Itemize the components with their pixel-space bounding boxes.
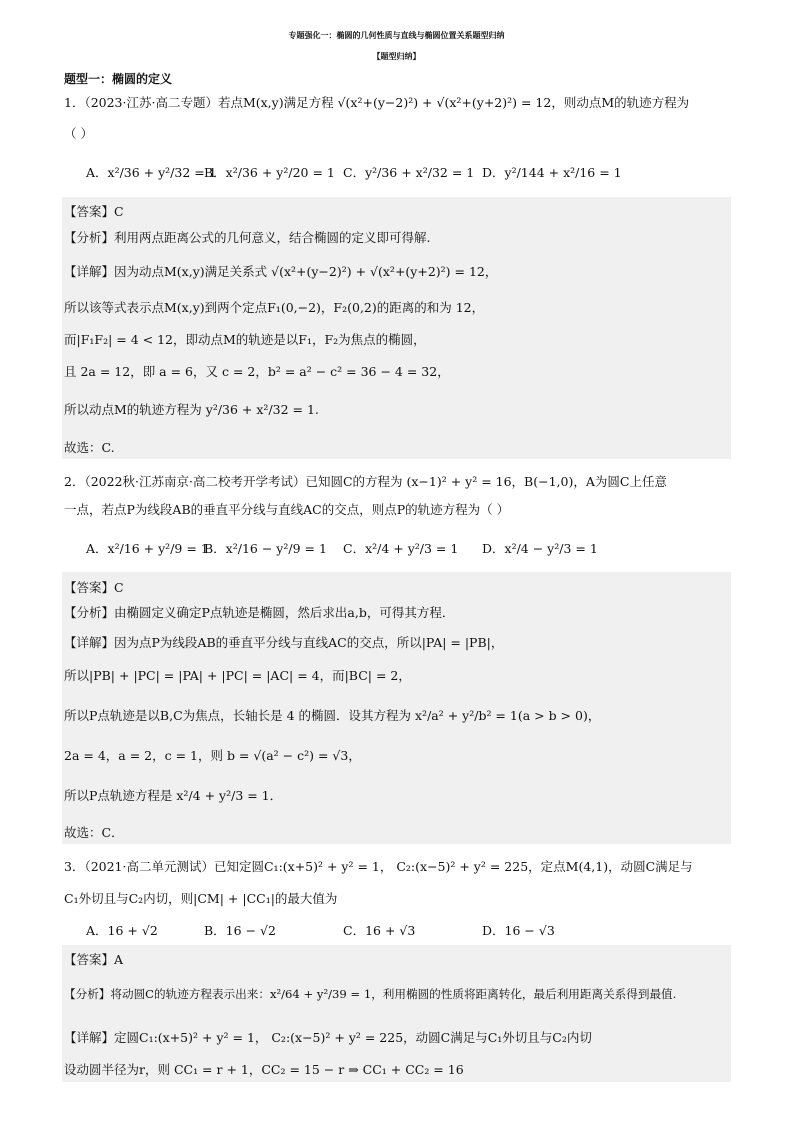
page-title: 专题强化一：椭圆的几何性质与直线与椭圆位置关系题型归纳 — [288, 30, 505, 40]
q1-stem: 1．（2023·江苏·高二专题）若点M(x,y)满足方程 √(x²+(y−2)²) + √(x²+(y+2)²) = 12，则动点M的轨迹方程为 — [64, 95, 690, 110]
q1-analysis: 【分析】利用两点距离公式的几何意义，结合椭圆的定义即可得解. — [64, 230, 431, 245]
q3-detail-1: 【详解】定圆C₁:(x+5)² + y² = 1， C₂:(x−5)² + y² = 225，动圆C满足与C₁外切且与C₂内切 — [64, 1030, 592, 1045]
q3-detail-2: 设动圆半径为r，则 CC₁ = r + 1，CC₂ = 15 − r ⇒ CC₁ + CC₂ = 16 — [64, 1062, 464, 1077]
q2-detail-6: 故选：C． — [64, 825, 124, 840]
q1-detail-6: 故选：C. — [64, 440, 115, 455]
page-subtitle: 【题型归纳】 — [372, 51, 421, 61]
q3-stem-1: 3．（2021·高二单元测试）已知定圆C₁:(x+5)² + y² = 1， C₂:(x−5)² + y² = 225，定点M(4,1)，动圆C满足与 — [64, 859, 693, 874]
q3-answer: 【答案】A — [64, 952, 124, 967]
q1-detail-2: 所以该等式表示点M(x,y)到两个定点F₁(0,−2)，F₂(0,2)的距离的和为 12， — [64, 300, 485, 315]
q2-detail-4: 2a = 4，a = 2，c = 1，则 b = √(a² − c²) = √3， — [64, 748, 361, 763]
q3-option-b: B．16 − √2 — [204, 923, 276, 938]
q2-detail-1: 【详解】因为点P为线段AB的垂直平分线与直线AC的交点，所以|PA| = |PB|， — [64, 635, 504, 650]
q2-detail-2: 所以|PB| + |PC| = |PA| + |PC| = |AC| = 4，而|BC| = 2， — [64, 668, 411, 683]
q1-answer: 【答案】C — [64, 204, 124, 219]
q3-option-c: C．16 + √3 — [343, 923, 416, 938]
q2-stem-2: 一点，若点P为线段AB的垂直平分线与直线AC的交点，则点P的轨迹方程为（ ） — [64, 502, 510, 517]
q2-detail-5: 所以P点轨迹方程是 x²/4 + y²/3 = 1． — [64, 788, 283, 803]
q2-option-b: B．x²/16 − y²/9 = 1 — [204, 541, 327, 556]
q1-option-c: C．y²/36 + x²/32 = 1 — [343, 165, 475, 180]
q1-detail-5: 所以动点M的轨迹方程为 y²/36 + x²/32 = 1. — [64, 402, 319, 417]
q1-option-d: D．y²/144 + x²/16 = 1 — [482, 165, 622, 180]
q2-detail-3: 所以P点轨迹是以B,C为焦点，长轴长是 4 的椭圆．设其方程为 x²/a² + y²/b² = 1(a > b > 0)， — [64, 708, 601, 723]
q3-analysis: 【分析】将动圆C的轨迹方程表示出来：x²/64 + y²/39 = 1，利用椭圆的性质将距离转化，最后利用距离关系得到最值. — [64, 987, 677, 1001]
q2-option-d: D．x²/4 − y²/3 = 1 — [482, 541, 598, 556]
q1-option-a: A．x²/36 + y²/32 = 1 — [86, 165, 217, 180]
q3-option-d: D．16 − √3 — [482, 923, 555, 938]
q2-option-c: C．x²/4 + y²/3 = 1 — [343, 541, 459, 556]
q3-stem-2: C₁外切且与C₂内切，则|CM| + |CC₁|的最大值为 — [64, 891, 338, 906]
q3-option-a: A．16 + √2 — [86, 923, 158, 938]
q1-detail-3: 而|F₁F₂| = 4 < 12，即动点M的轨迹是以F₁，F₂为焦点的椭圆， — [64, 332, 426, 347]
q1-detail-4: 且 2a = 12，即 a = 6，又 c = 2，b² = a² − c² = 36 − 4 = 32， — [64, 364, 450, 379]
q2-answer: 【答案】C — [64, 580, 124, 595]
q1-option-b: B．x²/36 + y²/20 = 1 — [204, 165, 335, 180]
q2-analysis: 【分析】由椭圆定义确定P点轨迹是椭圆，然后求出a,b，可得其方程． — [64, 605, 455, 620]
q2-stem-1: 2．（2022秋·江苏南京·高二校考开学考试）已知圆C的方程为 (x−1)² + y² = 16，B(−1,0)，A为圆C上任意 — [64, 474, 667, 489]
q2-option-a: A．x²/16 + y²/9 = 1 — [86, 541, 209, 556]
q1-detail-1: 【详解】因为动点M(x,y)满足关系式 √(x²+(y−2)²) + √(x²+(y+2)²) = 12， — [64, 264, 498, 279]
q1-paren: （ ） — [64, 126, 93, 141]
section-heading: 题型一：椭圆的定义 — [64, 72, 173, 86]
